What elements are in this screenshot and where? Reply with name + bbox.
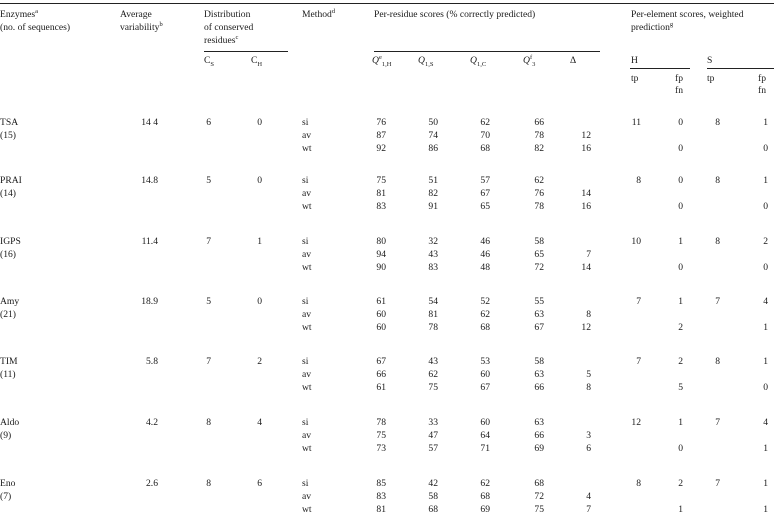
score-q1c: 57 — [480, 175, 490, 186]
score-q1s: 32 — [428, 236, 438, 247]
score-q1s: 78 — [428, 322, 438, 333]
score-d: 8 — [586, 309, 591, 320]
score-q1s: 57 — [428, 443, 438, 454]
method-label: wt — [302, 143, 312, 154]
score-h-fp: 2 — [678, 478, 683, 489]
average-variability: 14 4 — [141, 117, 158, 128]
score-q1c: 69 — [480, 504, 490, 515]
method-label: wt — [302, 201, 312, 212]
score-q1c: 70 — [480, 130, 490, 141]
score-q1s: 50 — [428, 117, 438, 128]
score-d: 16 — [581, 201, 591, 212]
header-ch — [251, 56, 262, 66]
score-d: 7 — [586, 249, 591, 260]
score-h-tp: 8 — [636, 175, 641, 186]
score-q1s: 82 — [428, 188, 438, 199]
score-q3: 65 — [534, 249, 544, 260]
score-q1h: 78 — [376, 417, 386, 428]
header-h: H — [631, 55, 638, 66]
method-label: wt — [302, 504, 312, 515]
conserved-strand: 6 — [206, 117, 211, 128]
header-method-label: Method — [302, 9, 332, 20]
score-h-tp: 12 — [631, 417, 641, 428]
score-q3: 66 — [534, 117, 544, 128]
score-s-tp: 7 — [715, 417, 720, 428]
header-q1c-sub: 1,C — [476, 60, 487, 68]
score-q1h: 60 — [376, 322, 386, 333]
score-q3: 67 — [534, 322, 544, 333]
method-label: av — [302, 430, 312, 441]
score-q3: 66 — [534, 382, 544, 393]
score-h-fp: 0 — [678, 117, 683, 128]
method-label: av — [302, 188, 312, 199]
header-s-fn: fn — [758, 85, 766, 96]
score-h-fp: 1 — [678, 296, 683, 307]
score-h-fn: 2 — [678, 322, 683, 333]
header-q1s — [418, 56, 433, 66]
score-q3: 76 — [534, 188, 544, 199]
average-variability: 11.4 — [141, 236, 158, 247]
conserved-strand: 5 — [206, 175, 211, 186]
score-d: 4 — [586, 491, 591, 502]
enzyme-name: PRAI — [0, 175, 22, 186]
score-h-tp: 10 — [631, 236, 641, 247]
method-label: av — [302, 309, 312, 320]
score-q1h: 60 — [376, 309, 386, 320]
score-q1h: 66 — [376, 369, 386, 380]
average-variability: 14.8 — [141, 175, 158, 186]
score-q1s: 47 — [428, 430, 438, 441]
score-h-fp: 1 — [678, 236, 683, 247]
average-variability: 4.2 — [146, 417, 158, 428]
score-h-fp: 0 — [678, 175, 683, 186]
header-ch-base: C — [251, 55, 258, 66]
score-q1c: 68 — [480, 143, 490, 154]
score-d: 5 — [586, 369, 591, 380]
conserved-helix: 6 — [257, 478, 262, 489]
score-q3: 75 — [534, 504, 544, 515]
header-q3-sub: 3 — [532, 60, 536, 68]
header-q1c-base: Q — [470, 55, 477, 66]
score-d: 12 — [581, 130, 591, 141]
score-s-fp: 1 — [763, 175, 768, 186]
header-delta: Δ — [570, 55, 577, 66]
distribution-rule — [204, 51, 288, 52]
score-q1s: 54 — [428, 296, 438, 307]
header-method-footnote: d — [331, 7, 336, 15]
header-method — [302, 7, 336, 20]
score-q1h: 61 — [376, 296, 386, 307]
header-variability-footnote: b — [159, 20, 163, 28]
score-q1s: 74 — [428, 130, 438, 141]
per-element-s-rule — [707, 68, 774, 69]
score-s-fn: 0 — [763, 262, 768, 273]
score-d: 6 — [586, 443, 591, 454]
score-q3: 78 — [534, 130, 544, 141]
score-q3: 58 — [534, 356, 544, 367]
score-q1h: 67 — [376, 356, 386, 367]
score-h-fn: 1 — [678, 504, 683, 515]
header-per-element-label: prediction — [631, 22, 670, 33]
method-label: wt — [302, 262, 312, 273]
header-enzymes-count: (no. of sequences) — [0, 22, 71, 33]
score-q1c: 64 — [480, 430, 490, 441]
score-h-fn: 0 — [678, 143, 683, 154]
score-q3: 82 — [534, 143, 544, 154]
score-s-fn: 1 — [763, 443, 768, 454]
score-q1h: 75 — [376, 430, 386, 441]
score-q1s: 62 — [428, 369, 438, 380]
per-element-h-rule — [630, 68, 690, 69]
header-enzymes — [0, 7, 39, 20]
score-h-tp: 8 — [636, 478, 641, 489]
score-q1c: 62 — [480, 478, 490, 489]
method-label: av — [302, 369, 312, 380]
score-s-fp: 1 — [763, 478, 768, 489]
method-label: wt — [302, 443, 312, 454]
method-label: av — [302, 491, 312, 502]
score-q1h: 83 — [376, 201, 386, 212]
score-q3: 69 — [534, 443, 544, 454]
conserved-strand: 7 — [206, 236, 211, 247]
method-label: av — [302, 249, 312, 260]
score-h-tp: 7 — [636, 356, 641, 367]
score-q3: 55 — [534, 296, 544, 307]
score-q1s: 83 — [428, 262, 438, 273]
header-cs — [204, 56, 214, 66]
score-q3: 62 — [534, 175, 544, 186]
header-variability-2 — [120, 20, 163, 33]
header-q3-base: Q — [523, 55, 530, 66]
conserved-helix: 2 — [257, 356, 262, 367]
score-s-tp: 8 — [715, 356, 720, 367]
header-q1h-sub: 1,H — [381, 60, 392, 68]
method-label: wt — [302, 322, 312, 333]
conserved-strand: 8 — [206, 478, 211, 489]
score-q1c: 67 — [480, 188, 490, 199]
score-q1h: 94 — [376, 249, 386, 260]
header-per-element-2 — [631, 20, 674, 33]
score-q1c: 53 — [480, 356, 490, 367]
score-q1h: 90 — [376, 262, 386, 273]
header-per-residue: Per-residue scores (% correctly predicted) — [374, 9, 536, 20]
score-q1c: 68 — [480, 491, 490, 502]
conserved-helix: 4 — [257, 417, 262, 428]
conserved-helix: 0 — [257, 117, 262, 128]
sequence-count: (15) — [0, 130, 16, 141]
method-label: si — [302, 236, 309, 247]
score-s-tp: 8 — [715, 236, 720, 247]
score-s-fp: 1 — [763, 117, 768, 128]
score-h-fn: 0 — [678, 443, 683, 454]
average-variability: 5.8 — [146, 356, 158, 367]
score-s-tp: 7 — [715, 478, 720, 489]
header-q1h-base: Q — [372, 55, 379, 66]
header-h-fp: fp — [675, 73, 683, 84]
score-q1h: 92 — [376, 143, 386, 154]
score-s-fp: 4 — [763, 417, 768, 428]
score-q1h: 81 — [376, 188, 386, 199]
score-q1s: 86 — [428, 143, 438, 154]
score-q3: 58 — [534, 236, 544, 247]
header-distribution-2: of conserved — [204, 22, 254, 33]
sequence-count: (14) — [0, 188, 16, 199]
score-q1s: 43 — [428, 356, 438, 367]
method-label: si — [302, 175, 309, 186]
score-d: 7 — [586, 504, 591, 515]
method-label: av — [302, 130, 312, 141]
header-distribution-label: residues — [204, 35, 236, 46]
score-q1s: 43 — [428, 249, 438, 260]
conserved-helix: 0 — [257, 175, 262, 186]
score-d: 12 — [581, 322, 591, 333]
enzyme-name: IGPS — [0, 236, 21, 247]
score-q1s: 51 — [428, 175, 438, 186]
header-q1s-sub: 1,S — [424, 60, 434, 68]
header-distribution-1: Distribution — [204, 9, 251, 20]
score-q1c: 52 — [480, 296, 490, 307]
score-q1h: 83 — [376, 491, 386, 502]
sequence-count: (9) — [0, 430, 12, 441]
score-d: 14 — [581, 262, 591, 273]
method-label: si — [302, 296, 309, 307]
score-q3: 78 — [534, 201, 544, 212]
score-h-fn: 0 — [678, 262, 683, 273]
score-q3: 63 — [534, 369, 544, 380]
score-q1h: 61 — [376, 382, 386, 393]
average-variability: 2.6 — [146, 478, 158, 489]
score-s-fn: 0 — [763, 201, 768, 212]
score-d: 3 — [586, 430, 591, 441]
score-h-tp: 7 — [636, 296, 641, 307]
score-s-fn: 0 — [763, 382, 768, 393]
header-enzymes-label: Enzymes — [0, 9, 36, 20]
score-h-fn: 5 — [678, 382, 683, 393]
header-h-fn: fn — [675, 85, 683, 96]
score-q1s: 42 — [428, 478, 438, 489]
header-distribution-footnote: c — [235, 33, 239, 41]
score-q1s: 75 — [428, 382, 438, 393]
header-cs-sub: S — [210, 60, 215, 68]
score-q1c: 48 — [480, 262, 490, 273]
sequence-count: (21) — [0, 309, 16, 320]
sequence-count: (11) — [0, 369, 16, 380]
header-distribution-3 — [204, 33, 239, 46]
method-label: si — [302, 117, 309, 128]
score-q1h: 85 — [376, 478, 386, 489]
score-q1h: 76 — [376, 117, 386, 128]
conserved-helix: 0 — [257, 296, 262, 307]
header-s: S — [707, 55, 713, 66]
score-s-fn: 1 — [763, 322, 768, 333]
header-q1s-base: Q — [418, 55, 425, 66]
sequence-count: (16) — [0, 249, 16, 260]
score-q1c: 60 — [480, 417, 490, 428]
header-per-element-footnote: g — [669, 20, 674, 28]
score-q1s: 58 — [428, 491, 438, 502]
score-q3: 72 — [534, 262, 544, 273]
score-h-tp: 11 — [631, 117, 641, 128]
score-s-fp: 1 — [763, 356, 768, 367]
enzyme-name: Aldo — [0, 417, 20, 428]
score-q1h: 87 — [376, 130, 386, 141]
header-h-tp: tp — [631, 73, 639, 84]
score-d: 16 — [581, 143, 591, 154]
conserved-strand: 8 — [206, 417, 211, 428]
enzyme-name: Eno — [0, 478, 16, 489]
score-q1h: 80 — [376, 236, 386, 247]
enzyme-name: TSA — [0, 117, 19, 128]
score-q3: 68 — [534, 478, 544, 489]
score-q3: 63 — [534, 417, 544, 428]
top-rule — [0, 3, 774, 4]
score-q3: 63 — [534, 309, 544, 320]
header-q1h — [372, 53, 392, 68]
score-q1h: 75 — [376, 175, 386, 186]
score-q1c: 46 — [480, 249, 490, 260]
header-variability-1: Average — [120, 9, 152, 20]
average-variability: 18.9 — [141, 296, 158, 307]
method-label: si — [302, 417, 309, 428]
header-s-fp: fp — [758, 73, 766, 84]
score-q1s: 33 — [428, 417, 438, 428]
score-q1c: 62 — [480, 117, 490, 128]
header-variability-label: variability — [120, 22, 160, 33]
header-cs-base: C — [204, 55, 211, 66]
score-q1c: 60 — [480, 369, 490, 380]
header-q1h-sup: e — [378, 53, 382, 61]
score-q1c: 67 — [480, 382, 490, 393]
per-residue-rule — [374, 51, 600, 52]
conserved-helix: 1 — [257, 236, 262, 247]
header-q3 — [523, 53, 536, 68]
enzyme-name: Amy — [0, 296, 20, 307]
score-q1s: 91 — [428, 201, 438, 212]
header-q3-sup: f — [529, 53, 533, 61]
header-ch-sub: H — [257, 60, 263, 68]
score-d: 14 — [581, 188, 591, 199]
header-enzymes-footnote: a — [35, 7, 39, 15]
score-q3: 72 — [534, 491, 544, 502]
header-s-tp: tp — [707, 73, 715, 84]
score-q1s: 68 — [428, 504, 438, 515]
score-q1c: 71 — [480, 443, 490, 454]
score-s-tp: 8 — [715, 117, 720, 128]
method-label: si — [302, 356, 309, 367]
score-s-fn: 0 — [763, 143, 768, 154]
score-q1c: 46 — [480, 236, 490, 247]
score-q1h: 81 — [376, 504, 386, 515]
header-per-element-1: Per-element scores, weighted — [631, 9, 744, 20]
score-s-fp: 2 — [763, 236, 768, 247]
score-s-tp: 8 — [715, 175, 720, 186]
score-q1s: 81 — [428, 309, 438, 320]
score-h-fp: 1 — [678, 417, 683, 428]
conserved-strand: 7 — [206, 356, 211, 367]
score-q1h: 73 — [376, 443, 386, 454]
header-q1c — [470, 56, 486, 66]
score-h-fp: 2 — [678, 356, 683, 367]
score-s-fp: 4 — [763, 296, 768, 307]
enzyme-name: TIM — [0, 356, 18, 367]
method-label: si — [302, 478, 309, 489]
score-s-tp: 7 — [715, 296, 720, 307]
score-q3: 66 — [534, 430, 544, 441]
score-q1c: 65 — [480, 201, 490, 212]
method-label: wt — [302, 382, 312, 393]
score-q1c: 68 — [480, 322, 490, 333]
sequence-count: (7) — [0, 491, 12, 502]
conserved-strand: 5 — [206, 296, 211, 307]
score-d: 8 — [586, 382, 591, 393]
score-s-fn: 1 — [763, 504, 768, 515]
score-q1c: 62 — [480, 309, 490, 320]
score-h-fn: 0 — [678, 201, 683, 212]
